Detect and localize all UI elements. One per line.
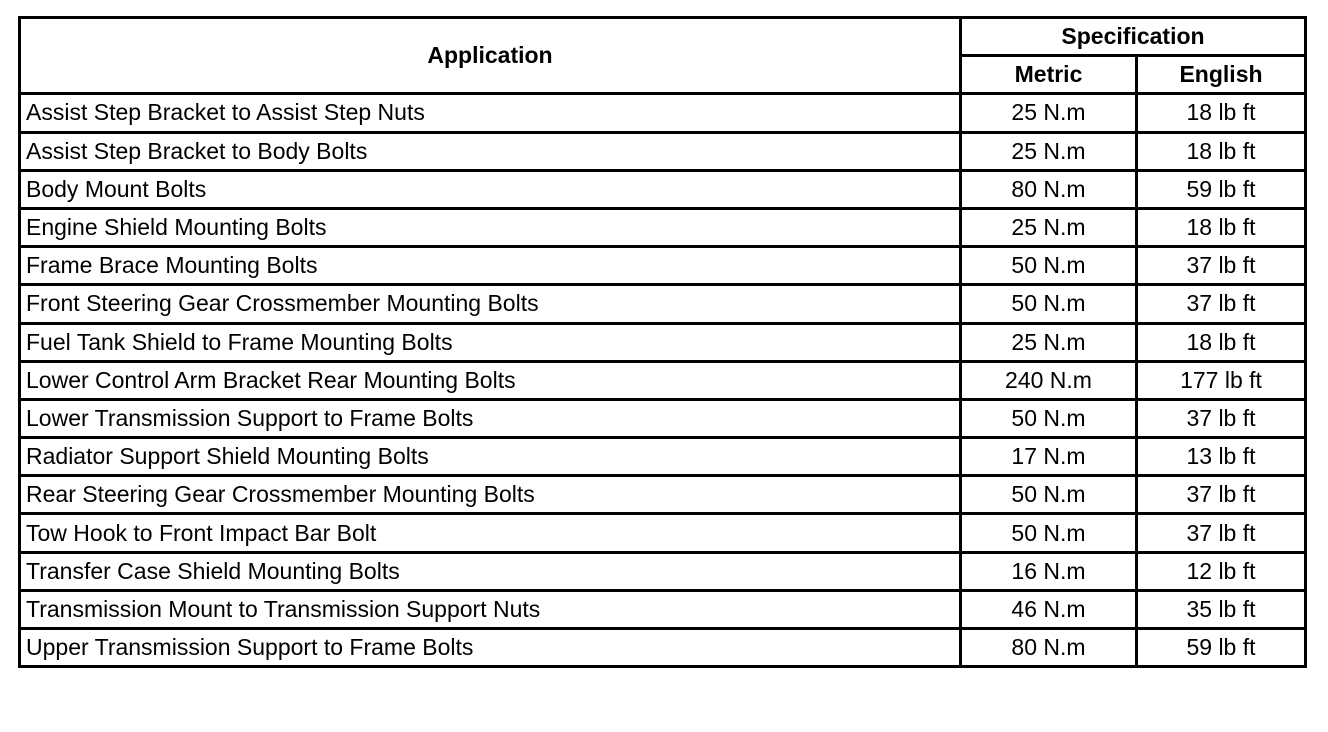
table-row	[20, 476, 1306, 514]
english-value-cell: 18 lb ft	[1137, 323, 1306, 361]
metric-value-cell: 17 N.m	[961, 438, 1137, 476]
metric-value-cell: 25 N.m	[961, 208, 1137, 246]
english-value-cell: 18 lb ft	[1137, 94, 1306, 132]
application-cell: Tow Hook to Front Impact Bar Bolt	[20, 514, 961, 552]
english-value-cell: 59 lb ft	[1137, 170, 1306, 208]
metric-value-cell: 25 N.m	[961, 132, 1137, 170]
english-value-cell: 35 lb ft	[1137, 590, 1306, 628]
english-value-cell: 37 lb ft	[1137, 514, 1306, 552]
table-row	[20, 208, 1306, 246]
metric-value-cell: 46 N.m	[961, 590, 1137, 628]
metric-value-cell: 80 N.m	[961, 170, 1137, 208]
english-value-cell: 37 lb ft	[1137, 247, 1306, 285]
table-row	[20, 170, 1306, 208]
english-value-cell: 37 lb ft	[1137, 285, 1306, 323]
application-cell: Front Steering Gear Crossmember Mounting Bolts	[20, 285, 961, 323]
metric-value-cell: 80 N.m	[961, 629, 1137, 667]
metric-value-cell: 50 N.m	[961, 399, 1137, 437]
table-row	[20, 399, 1306, 437]
table-row	[20, 552, 1306, 590]
application-cell: Radiator Support Shield Mounting Bolts	[20, 438, 961, 476]
english-value-cell: 177 lb ft	[1137, 361, 1306, 399]
application-cell: Lower Transmission Support to Frame Bolts	[20, 399, 961, 437]
english-value-cell: 59 lb ft	[1137, 629, 1306, 667]
table-body	[20, 94, 1306, 667]
metric-column-header: Metric	[961, 56, 1137, 94]
header-row-top	[20, 18, 1306, 56]
application-cell: Assist Step Bracket to Body Bolts	[20, 132, 961, 170]
table-row	[20, 361, 1306, 399]
table-row	[20, 247, 1306, 285]
metric-value-cell: 16 N.m	[961, 552, 1137, 590]
application-cell: Rear Steering Gear Crossmember Mounting Bolts	[20, 476, 961, 514]
english-value-cell: 18 lb ft	[1137, 208, 1306, 246]
table-row	[20, 285, 1306, 323]
table-row	[20, 132, 1306, 170]
application-cell: Upper Transmission Support to Frame Bolts	[20, 629, 961, 667]
metric-value-cell: 50 N.m	[961, 247, 1137, 285]
table-row	[20, 323, 1306, 361]
metric-value-cell: 25 N.m	[961, 323, 1137, 361]
metric-value-cell: 240 N.m	[961, 361, 1137, 399]
application-cell: Frame Brace Mounting Bolts	[20, 247, 961, 285]
table-row	[20, 629, 1306, 667]
application-cell: Lower Control Arm Bracket Rear Mounting Bolts	[20, 361, 961, 399]
english-value-cell: 18 lb ft	[1137, 132, 1306, 170]
table-row	[20, 438, 1306, 476]
application-column-header: Application	[20, 18, 961, 94]
table-row	[20, 514, 1306, 552]
table-row	[20, 590, 1306, 628]
application-cell: Transfer Case Shield Mounting Bolts	[20, 552, 961, 590]
application-cell: Assist Step Bracket to Assist Step Nuts	[20, 94, 961, 132]
table-header	[20, 18, 1306, 94]
metric-value-cell: 50 N.m	[961, 285, 1137, 323]
metric-value-cell: 50 N.m	[961, 514, 1137, 552]
english-value-cell: 12 lb ft	[1137, 552, 1306, 590]
application-cell: Transmission Mount to Transmission Support Nuts	[20, 590, 961, 628]
metric-value-cell: 25 N.m	[961, 94, 1137, 132]
english-value-cell: 13 lb ft	[1137, 438, 1306, 476]
table-row	[20, 94, 1306, 132]
english-column-header: English	[1137, 56, 1306, 94]
application-cell: Engine Shield Mounting Bolts	[20, 208, 961, 246]
english-value-cell: 37 lb ft	[1137, 399, 1306, 437]
application-cell: Body Mount Bolts	[20, 170, 961, 208]
specification-group-header: Specification	[961, 18, 1306, 56]
application-cell: Fuel Tank Shield to Frame Mounting Bolts	[20, 323, 961, 361]
english-value-cell: 37 lb ft	[1137, 476, 1306, 514]
fastener-torque-table	[18, 16, 1307, 668]
metric-value-cell: 50 N.m	[961, 476, 1137, 514]
